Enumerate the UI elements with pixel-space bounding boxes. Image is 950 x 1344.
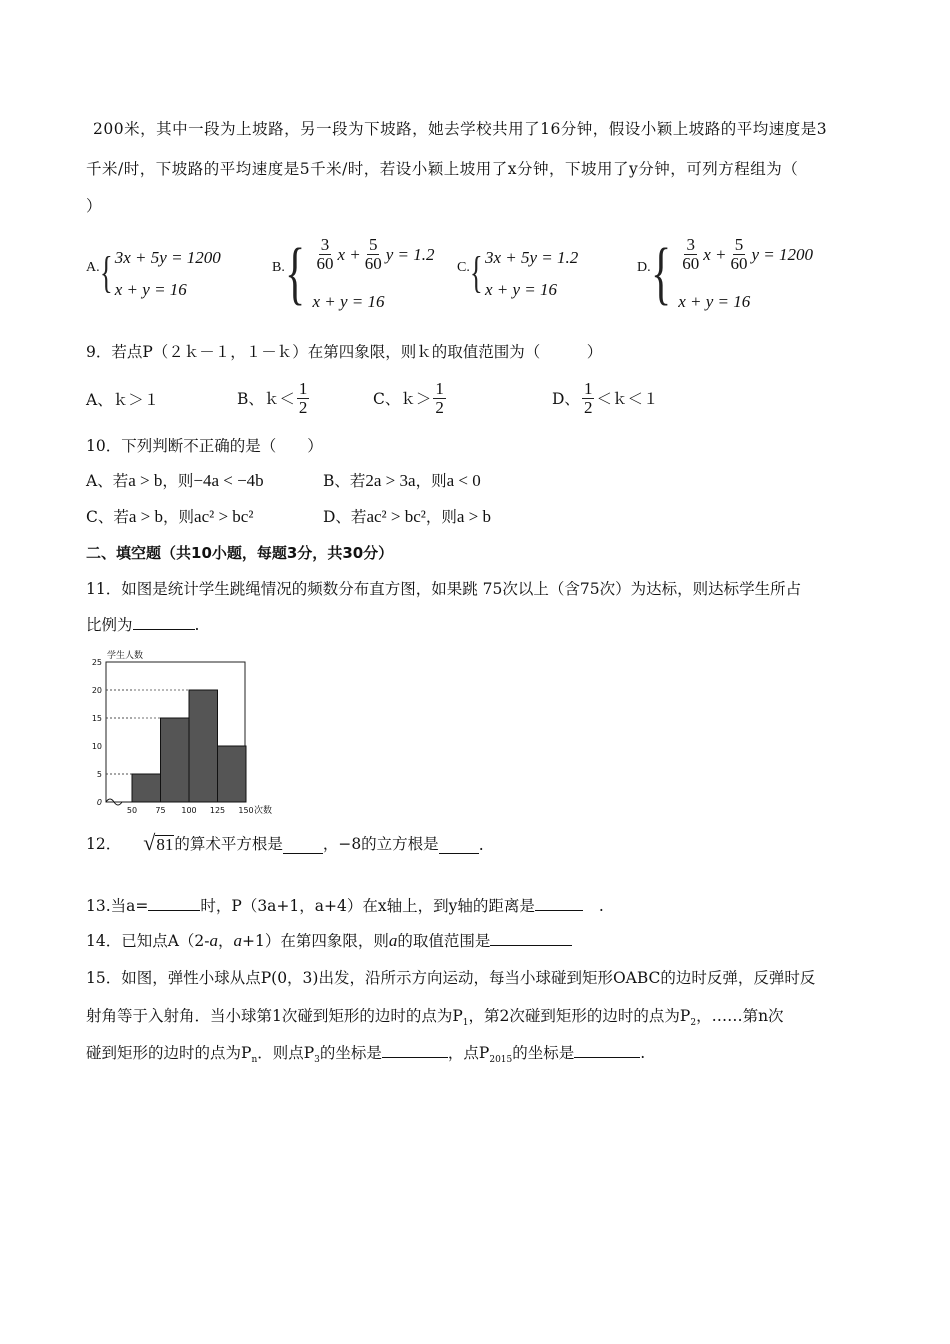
y-tick-label: 0 <box>96 798 102 807</box>
option-label: C. <box>457 260 470 275</box>
equation: 3x + 5y = 1.2 <box>484 248 579 267</box>
brace-icon: { <box>99 248 113 297</box>
histogram-chart <box>86 645 286 815</box>
fraction: $\frac{1}{2}$ <box>583 378 593 417</box>
q13-line: 13.当a= 时，P（3a+1，a+4）在x轴上，到y轴的距离是 . <box>86 897 604 915</box>
fraction: $\frac{3}{60}$ <box>316 235 334 273</box>
x-tick-label: 125 <box>209 806 226 815</box>
q10-option-b: B、若2a > 3a，则a < 0 <box>323 471 481 490</box>
q8-option-c <box>457 248 578 300</box>
q12-line: 12． √ 81 的算术平方根是 ，−8的立方根是 . <box>86 830 484 855</box>
brace-icon: { <box>650 235 671 312</box>
y-tick-label: 20 <box>91 686 102 695</box>
x-tick-label: 100 <box>181 806 197 815</box>
q8-option-a <box>86 248 221 300</box>
sqrt-icon: √ <box>143 830 156 855</box>
y-tick-label: 10 <box>91 742 102 751</box>
y-tick-label: 5 <box>96 770 102 779</box>
x-tick-label: 75 <box>155 806 166 815</box>
histogram-bar <box>189 690 218 802</box>
fraction: $\frac{3}{60}$ <box>682 235 700 273</box>
q11-line1: 11．如图是统计学生跳绳情况的频数分布直方图，如果跳 75次以上（含75次）为达标，则达标学生所占 <box>86 580 802 598</box>
q10-option-a: A、若a > b，则−4a < −4b <box>86 471 264 490</box>
option-label: D. <box>637 260 651 275</box>
q8-line1: 200米，其中一段为上坡路，另一段为下坡路，她去学校共用了16分钟，假设小颖上坡路的平均速度是3 <box>93 120 828 138</box>
answer-blank[interactable] <box>133 615 195 630</box>
y-tick-label: 15 <box>91 714 102 723</box>
q9-stem: 9．若点P（２ｋ－１，１－ｋ）在第四象限，则ｋ的取值范围为（ ） <box>86 343 603 361</box>
histogram-bar <box>132 774 161 802</box>
answer-blank[interactable] <box>439 839 479 854</box>
brace-icon: { <box>469 248 483 297</box>
y-tick-label: 25 <box>91 658 102 667</box>
equation: x + y = 16 <box>678 292 751 311</box>
equation-tail: y = 1.2 <box>385 244 435 264</box>
q15-line2: 射角等于入射角．当小球第1次碰到矩形的边时的点为$P_1$，第2次碰到矩形的边时的点为$P_2$，……第n次 <box>86 1007 784 1029</box>
histogram-bar <box>218 746 247 802</box>
fraction: $\frac{5}{60}$ <box>364 235 382 273</box>
q15-line1: 15．如图，弹性小球从点P(0，3)出发，沿所示方向运动，每当小球碰到矩形OABC的边时反弹，反弹时反 <box>86 969 816 987</box>
q11-line2: 比例为 . <box>86 616 200 634</box>
answer-blank[interactable] <box>574 1043 640 1058</box>
fraction: $\frac{1}{2}$ <box>298 378 308 417</box>
q9-option-d: D、 $\frac{1}{2}$ ＜ｋ＜１ <box>552 378 659 417</box>
q9-option-b: B、ｋ＜ $\frac{1}{2}$ <box>237 378 308 417</box>
section-heading: 二、填空题（共10小题，每题3分，共30分） <box>86 544 394 562</box>
q9-option-c: C、ｋ＞ $\frac{1}{2}$ <box>373 378 444 417</box>
y-axis-label: 学生人数 <box>107 651 144 661</box>
x-tick-label: 150 <box>238 806 254 815</box>
option-label: B. <box>272 260 285 275</box>
fraction: $\frac{5}{60}$ <box>730 235 748 273</box>
q10-option-c: C、若a > b，则ac² > bc² <box>86 507 254 526</box>
x-axis-label: 次数 <box>254 806 273 815</box>
q8-option-d: D. { $\frac{3}{60}$ x + $\frac{5}{60}$ y = 1200 x + y = 16 <box>637 235 814 312</box>
brace-icon: { <box>284 235 306 312</box>
x-tick-label: 50 <box>126 806 138 815</box>
equation: 3x + 5y = 1200 <box>114 248 221 267</box>
histogram-bar <box>161 718 190 802</box>
q8-line3: ） <box>86 197 102 215</box>
q10-option-d: D、若ac² > bc²，则a > b <box>323 507 492 526</box>
fraction: $\frac{1}{2}$ <box>435 378 444 417</box>
answer-blank[interactable] <box>283 839 323 854</box>
answer-blank[interactable] <box>535 896 583 911</box>
equation: x + y = 16 <box>484 280 558 299</box>
answer-blank[interactable] <box>382 1043 448 1058</box>
q14-line: 14．已知点A（2-a，a+1）在第四象限，则a的取值范围是 <box>86 929 572 951</box>
answer-blank[interactable] <box>490 931 572 946</box>
q9-option-a: A、ｋ＞１ <box>86 391 160 409</box>
q10-stem: 10．下列判断不正确的是（ ） <box>86 437 323 455</box>
answer-blank[interactable] <box>148 896 200 911</box>
equation: x + y = 16 <box>114 280 187 299</box>
equation-tail: y = 1200 <box>751 244 814 264</box>
q15-line3: 碰到矩形的边时的点为$P_n$．则点$P_3$的坐标是 ，点$P_{2015}$的坐标是 . <box>86 1044 646 1066</box>
equation: x + y = 16 <box>312 292 385 311</box>
q8-line2: 千米/时，下坡路的平均速度是5千米/时，若设小颖上坡用了x分钟，下坡用了y分钟，可列方程组为（ <box>86 160 799 178</box>
option-label: A. <box>86 260 100 275</box>
q8-option-b: B. { $\frac{3}{60}$ x + $\frac{5}{60}$ y = 1.2 x + y = 16 <box>272 235 435 312</box>
